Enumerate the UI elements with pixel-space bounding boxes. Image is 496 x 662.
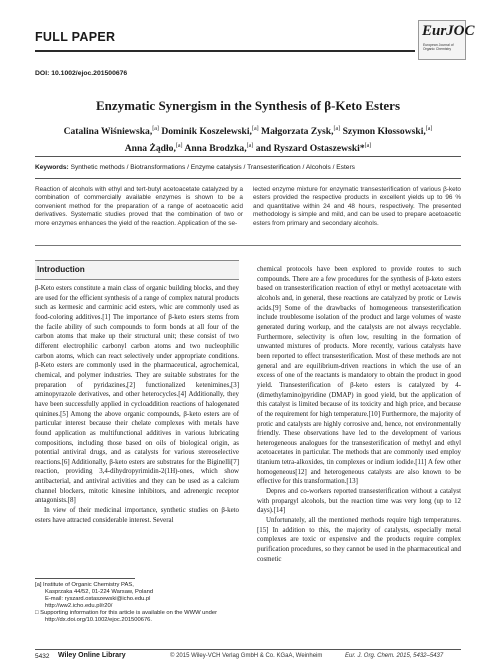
section-heading-box <box>35 260 239 280</box>
author: Anna Żądło,[a] <box>124 143 183 155</box>
footnote-affiliation: [a] Institute of Organic Chemistry PAS, <box>35 582 134 588</box>
paragraph: Depres and co-workers reported transesterification without a catalyst with propargyl alcohols, but the reaction time was very long (up to 12 days).[14] <box>257 488 461 515</box>
author: Catalina Wiśniewska,[a] <box>63 126 159 138</box>
footnote-email[interactable]: E-mail: ryszard.ostaszewski@icho.edu.pl <box>45 596 151 602</box>
author: and Ryszard Ostaszewski*[a] <box>255 143 372 155</box>
keywords-label: Keywords: <box>35 164 69 171</box>
author-list <box>30 122 466 156</box>
publisher-name: Wiley Online Library <box>58 652 126 659</box>
keywords-rule-bottom <box>35 178 461 179</box>
article-title: Enzymatic Synergism in the Synthesis of β-Keto Esters <box>95 98 401 113</box>
footnote-supporting-info: □ Supporting information for this article is available on the WWW under http://dx.doi.org/10.1002/ejoc.201500676. <box>35 610 217 623</box>
journal-citation: Eur. J. Org. Chem. 2015, 5432–5437 <box>345 653 444 659</box>
paragraph: β-Keto esters constitute a main class of organic building blocks, and they are used for the efficient synthesis of a range of complex natural products such as kermesic and carminic acid esters, whic are commonly used as food-coloring additives.[1] The importance of β-keto esters stems from the facile ability of such compounds to form bonds at all four of the carbon atoms that make up their structural unit; these consist of two different electrophilic carbonyl carbon atoms and two nucleophilic carbon atoms, which can react selectively under appropriate conditions. β-Keto esters are commonly used in the pharmaceutical, agrochemical, chemical, and polymer industries. They are suitable substrates for the preparation of pyridazines,[2] functionalized ketenimines,[3] aminopyrazole derivatives, and other heterocycles.[4] Additionally, they have been successfully applied in cycloaddition reactions of halogenated quinines.[5] Among the above organic compounds, β-keto esters are of particular interest because their chelate complexes with metals have found application as multifunctional additives in various lubricating compositions, including those based on oils of biological origin, as potential antiviral drugs, and as catalysts for various stereoselective reactions.[6] Additionally, β-keto esters are substrates for the Biginelli[7] reaction, providing 3,4-dihydropyrimidin-2(1H)-ones, which show antibacterial, and antiviral activities and they can be used as a calcium channel blockers, mitotic kinesine inhibitors, and adrenergic receptor antagonists.[8] <box>35 285 239 505</box>
section-label: FULL PAPER <box>35 30 116 44</box>
author: Małgorzata Zysk,[a] <box>261 126 341 138</box>
footnote-rule <box>35 578 135 579</box>
body-column-left <box>35 284 239 525</box>
page-number: 5432 <box>35 653 50 660</box>
footer-rule <box>35 649 461 650</box>
journal-logo <box>418 20 475 60</box>
copyright: © 2015 Wiley-VCH Verlag GmbH & Co. KGaA, Weinheim <box>170 653 323 659</box>
author-line-2 <box>30 139 466 156</box>
paragraph: chemical protocols have been explored to provide routes to such compounds. There are a few procedures for the synthesis of β-keto esters based on transesterification reaction of ethyl or methyl acetoacetate with alcohols and, in general, these reactions are catalyzed by protic or Lewis acids.[9] Some of the drawbacks of homogeneous transesterification include troublesome isolation of the product and large volumes of waste generated during workup, and the catalysts are not always recyclable. Furthermore, selectivity is often low, resulting in the formation of unwanted mixtures of products. More recently, various catalysts have been reported to effect transesterification. Most of these methods are not general and are equilibrium-driven reactions in which the use of an excess of one of the reactants is mandatory to obtain the product in good yield. Transesterification of β-keto esters is catalyzed by 4-(dimethylamino)pyridine (DMAP) in good yield, but the application of this catalyst is limited because of its toxicity and high price, and because of the requirement for high temperature.[10] Furthermore, the majority of protic and catalysts are highly corrosive and, hence, not environmentally friendly. These observations have led to the development of various heterogeneous analogues for the transesterification of methyl and ethyl acetoacetates in particular. The methods that are commonly used employ titanium tetra-alkoxides, tin complexes or indium iodide.[11] A few other homogeneous[12] and heterogeneous catalysts are also known to be effective for this transformation.[13] <box>257 266 461 486</box>
author: Dominik Koszelewski,[a] <box>161 126 259 138</box>
logo-subtitle: European Journal of Organic Chemistry <box>423 43 454 51</box>
keywords <box>35 164 355 171</box>
keywords-text: Synthetic methods / Biotransformations / Enzyme catalysis / Transesterification / Alcohols / Esters <box>70 164 355 171</box>
author-line-1 <box>30 122 466 139</box>
paragraph: Unfortunately, all the mentioned methods require high temperatures.[15] In addition to this, the majority of catalysts, especially metal complexes are toxic or expensive and the products require complex purification procedures, so they cannot be used in the pharmaceutical and cosmetic <box>257 517 461 563</box>
author: Szymon Kłossowski,[a] <box>342 126 433 138</box>
abstract-rule <box>35 245 461 246</box>
abstract-right: lected enzyme mixture for enzymatic transesterification of various β-keto esters provided the respective products in excellent yields up to 96 % and quantitative within 24 and 48 hours, respectively. The presented methodology is simple and mild, and can be used to prepare acetoacetic esters from primary and secondary alcohols. <box>253 186 461 227</box>
keywords-rule-top <box>35 156 461 157</box>
paragraph: In view of their medicinal importance, synthetic studies on β-keto esters have attracted considerable interest. Several <box>35 507 239 524</box>
footnote-url[interactable]: http://ww2.icho.edu.pl/r20/ <box>45 603 113 609</box>
abstract-left: Reaction of alcohols with ethyl and tert-butyl acetoacetate catalyzed by a combination of commercially available enzymes is shown to be a convenient method for the preparation of a range of acetoacetic acid derivatives. Systematic studies proved that the combination of two or more enzymes enhances the yield of the reaction. Application of the se- <box>35 186 243 227</box>
footnotes <box>35 582 239 624</box>
doi: DOI: 10.1002/ejoc.201500676 <box>35 70 128 77</box>
section-heading: Introduction <box>37 265 85 274</box>
logo-word: EurJOC <box>422 23 475 39</box>
footnote-address: Kasprzaka 44/52, 01-224 Warsaw, Poland <box>45 589 154 595</box>
header-rule <box>35 50 415 52</box>
author: Anna Brodzka,[a] <box>184 143 254 155</box>
body-column-right <box>257 265 461 564</box>
